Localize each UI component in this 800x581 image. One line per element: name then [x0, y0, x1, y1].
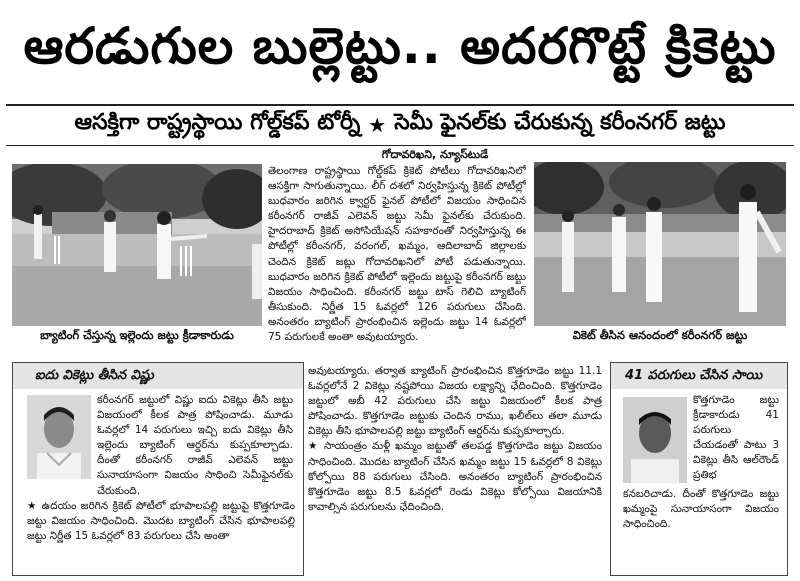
- sai-portrait: [623, 397, 687, 483]
- subheadline-divider: [6, 145, 794, 146]
- sai-box: [610, 362, 788, 576]
- subheadline-part1: ఆసక్తిగా రాష్ట్రస్థాయి గోల్డ్‌కప్ టోర్నీ: [74, 110, 361, 135]
- sai-box-body-side: కొత్తగూడెం జట్టు క్రీడాకారుడు 41 పరుగులు చేయడంతో పాటు 3 వికెట్లు తీసి ఆల్‌రౌండ్ ప్రతిభ: [693, 394, 779, 482]
- main-story: తెలంగాణ రాష్ట్రస్థాయి గోల్డ్‌కప్ క్రికెట్ పోటీలు గోదావరిఖనిలో ఆసక్తిగా సాగుతున్నాయి. లీగ్ దశలో నిర్వహిస్తున్న క్రికెట్ పోటీల్లో బుధవారం జరిగిన క్వార్టర్ ఫైనల్ పోటీలో విజయం సాధించిన కరీంనగర్ రాజీవ్ ఎలెవన్ జట్టు సెమీ ఫైనల్‌కు చేరుకుంది. హైదరాబాద్ క్రికెట్ అసోసియేషన్ సహకారంతో నిర్వహిస్తున్న ఈ పోటీల్లో కరీంనగర్, వరంగల్, ఖమ్మం, ఆదిలాబాద్ జిల్లాలకు చెందిన క్రికెట్ జట్లు గోదావరిఖనిలో పోటీ పడుతున్నాయి. బుధవారం జరిగిన క్రికెట్ పోటీలో ఇల్లెందు జట్టుపై కరీంనగర్ జట్టు విజయం సాధించింది. కరీంనగర్ జట్టు టాస్ గెలిచి బ్యాటింగ్ తీసుకుంది. నిర్ణీత 15 ఓవర్లలో 126 పరుగులు చేసింది. అనంతరం బ్యాటింగ్ ప్రారంభించిన ఇల్లెందు జట్టు 14 ఓవర్లలో 75 పరుగులకే అంతా అవుటయ్యారు.: [268, 165, 526, 344]
- dateline: గోదావరిఖని, న్యూస్‌టుడే: [381, 148, 489, 161]
- middle-story-para2-wrap: [308, 439, 602, 514]
- left-photo-caption: బ్యాటింగ్ చేస్తున్న ఇల్లెందు జట్టు క్రీడాకారుడు: [40, 328, 234, 342]
- vishnu-box: [12, 362, 304, 576]
- photo-wicket-celebration: [534, 162, 786, 326]
- headline: ఆరడుగుల బుల్లెట్టు.. అదరగొట్టే క్రికెట్టు: [23, 16, 777, 75]
- celebration-photo-image: [534, 162, 786, 326]
- sai-box-title: 41 పరుగులు చేసిన సాయి: [625, 368, 763, 383]
- middle-story-para1: అవుటయ్యారు. తర్వాత బ్యాటింగ్ ప్రారంభించిన కొత్తగూడెం జట్టు 11.1 ఓవర్లలోనే 2 వికెట్లు నష్టపోయి విజయ లక్ష్యాన్ని ఛేదించింది. కొత్తగూడెం జట్టులో అబీ 42 పరుగులు చేసి జట్టు విజయంలో కీలక పాత్ర పోషించాడు. కొత్తగూడెం జట్టుకు చెందిన రాము, ఖలీల్‌లు తలా మూడు వికెట్లు తీసి భూపాలపల్లి జట్టు బ్యాటింగ్ ఆర్డర్‌ను కుప్పకూల్చారు.: [308, 365, 602, 438]
- vishnu-box-title: ఐదు వికెట్లు తీసిన విష్ణు: [35, 368, 154, 383]
- vishnu-box-body: కరీంనగర్ జట్టులో విష్ణు ఐదు వికెట్లు తీసి జట్టు విజయంలో కీలక పాత్ర పోషించాడు. మూడు ఓవర్లలో 14 పరుగులు ఇచ్చి ఐదు వికెట్లు తీసి ఇల్లెందు బ్యాటింగ్ ఆర్డర్‌ను కుప్పకూల్చాడు. దీంతో కరీంనగర్ రాజీవ్ ఎలెవన్ జట్టు సునాయాసంగా విజయం సాధించి సెమీఫైనల్‌కు చేరుకుంది.: [97, 394, 293, 497]
- vishnu-portrait: [27, 395, 91, 479]
- bullet-star-icon: ★: [27, 500, 38, 512]
- sai-box-body-full: కనబరిచాడు. దీంతో కొత్తగూడెం జట్టు ఖమ్మంపై సునాయాసంగా విజయం సాధించింది.: [623, 488, 779, 531]
- batsman-photo-image: [12, 164, 262, 326]
- middle-story: [308, 364, 602, 574]
- middle-story-para2: సాయంత్రం మళ్లీ ఖమ్మం జట్టుతో తలపడ్డ కొత్తగూడెం జట్టు విజయం సాధించింది. మొదట బ్యాటింగ్ చేసిన ఖమ్మం జట్టు 15 ఓవర్లలో 8 వికెట్లు కోల్పోయి 88 పరుగులు చేసింది. అనంతరం బ్యాటింగ్ ప్రారంభించిన కొత్తగూడెం జట్టు 8.5 ఓవర్లలో రెండు వికెట్లు కోల్పోయి విజయానికి కావాల్సిన పరుగులను ఛేదించింది.: [308, 440, 602, 513]
- vishnu-box-bullet-para: [27, 499, 295, 573]
- subheadline: [0, 106, 800, 144]
- right-photo-caption: వికెట్ తీసిన ఆనందంలో కరీంనగర్ జట్టు: [572, 328, 748, 342]
- sai-portrait-image: [623, 397, 687, 483]
- subheadline-part2: సెమీ ఫైనల్‌కు చేరుకున్న కరీంనగర్ జట్టు: [394, 110, 726, 135]
- photo-batsman: [12, 164, 262, 326]
- middle-bullet-star-icon: ★: [308, 440, 319, 453]
- star-icon: ★: [368, 113, 387, 137]
- vishnu-box-bullet-text: ఉదయం జరిగిన క్రికెట్ పోటీలో భూపాలపల్లి జట్టుపై కొత్తగూడెం జట్టు విజయం సాధించింది. మొదట బ్యాటింగ్ చేసిన భూపాలపల్లి జట్టు నిర్ణీత 15 ఓవర్లలో 83 పరుగులు చేసి అంతా: [27, 500, 295, 543]
- vishnu-portrait-image: [27, 395, 91, 479]
